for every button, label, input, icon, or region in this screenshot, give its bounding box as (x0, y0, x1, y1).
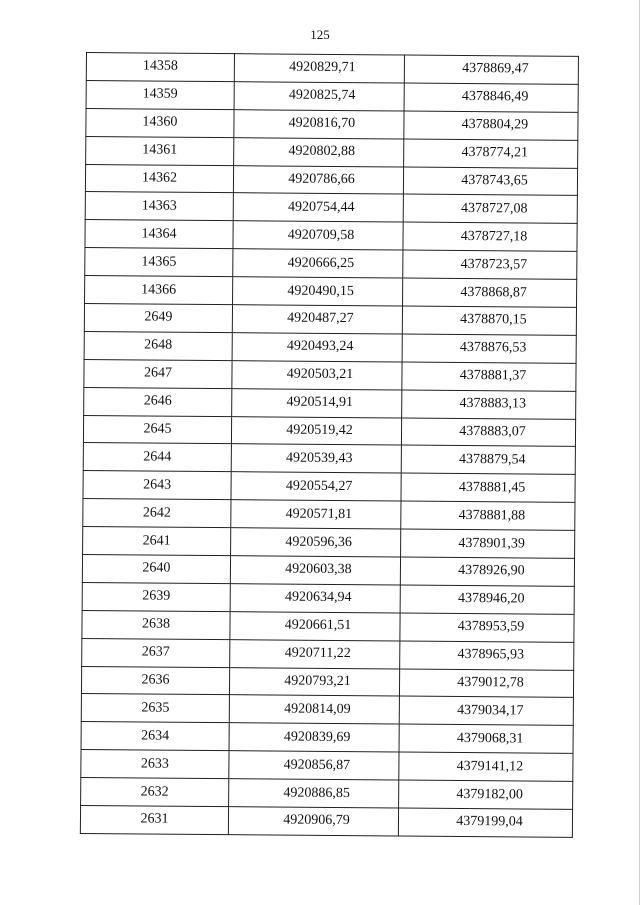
point-number-cell: 14361 (86, 136, 234, 165)
table-row (84, 359, 576, 391)
table-row (82, 610, 574, 642)
point-number-cell: 14366 (85, 276, 233, 305)
x-coordinate-cell: 4920596,36 (231, 528, 401, 557)
y-coordinate-cell: 4378723,57 (403, 250, 577, 279)
table-row (81, 722, 573, 754)
x-coordinate-cell: 4920829,71 (234, 54, 404, 83)
x-coordinate-cell: 4920519,42 (231, 416, 401, 445)
point-number-cell: 2644 (83, 443, 231, 472)
point-number-cell: 2649 (84, 304, 232, 333)
x-coordinate-cell: 4920816,70 (234, 109, 404, 138)
point-number-cell: 2643 (83, 471, 231, 500)
y-coordinate-cell: 4378881,88 (401, 501, 575, 530)
table-row (85, 164, 577, 196)
y-coordinate-cell: 4378868,87 (403, 278, 577, 307)
y-coordinate-cell: 4378883,13 (402, 390, 576, 419)
y-coordinate-cell: 4378883,07 (401, 418, 575, 447)
x-coordinate-cell: 4920661,51 (230, 611, 400, 640)
table-row (86, 53, 578, 85)
point-number-cell: 2632 (81, 778, 229, 807)
table-row (82, 555, 574, 587)
x-coordinate-cell: 4920487,27 (232, 305, 402, 334)
y-coordinate-cell: 4379141,12 (399, 752, 573, 781)
point-number-cell: 2647 (84, 359, 232, 388)
page-number: 125 (310, 27, 330, 42)
y-coordinate-cell: 4378727,18 (403, 222, 577, 251)
y-coordinate-cell: 4378869,47 (404, 55, 578, 84)
y-coordinate-cell: 4378881,45 (401, 473, 575, 502)
table-row (81, 694, 573, 726)
table-row (81, 750, 573, 782)
table-row (83, 471, 575, 503)
point-number-cell: 2637 (82, 638, 230, 667)
point-number-cell: 2641 (83, 527, 231, 556)
table-row (86, 80, 578, 112)
point-number-cell: 14362 (85, 164, 233, 193)
x-coordinate-cell: 4920839,69 (229, 723, 399, 752)
point-number-cell: 14359 (86, 80, 234, 109)
x-coordinate-cell: 4920886,85 (229, 779, 399, 808)
y-coordinate-cell: 4379068,31 (399, 724, 573, 753)
point-number-cell: 14358 (86, 53, 234, 82)
table-row (86, 136, 578, 168)
y-coordinate-cell: 4378953,59 (400, 613, 574, 642)
y-coordinate-cell: 4378743,65 (403, 167, 577, 196)
table-row (82, 638, 574, 670)
x-coordinate-cell: 4920539,43 (231, 444, 401, 473)
y-coordinate-cell: 4379012,78 (399, 669, 573, 698)
y-coordinate-cell: 4379199,04 (398, 808, 572, 837)
table-row (85, 248, 577, 280)
table-row (84, 387, 576, 419)
table-row (83, 443, 575, 475)
point-number-cell: 2645 (83, 415, 231, 444)
point-number-cell: 2631 (80, 806, 228, 835)
point-number-cell: 14365 (85, 248, 233, 277)
point-number-cell: 2634 (81, 722, 229, 751)
x-coordinate-cell: 4920554,27 (231, 472, 401, 501)
x-coordinate-cell: 4920856,87 (229, 751, 399, 780)
point-number-cell: 2646 (84, 387, 232, 416)
coordinates-table (80, 52, 579, 838)
x-coordinate-cell: 4920514,91 (232, 388, 402, 417)
x-coordinate-cell: 4920793,21 (229, 667, 399, 696)
x-coordinate-cell: 4920709,58 (233, 221, 403, 250)
y-coordinate-cell: 4378926,90 (400, 557, 574, 586)
point-number-cell: 14363 (85, 192, 233, 221)
point-number-cell: 2639 (82, 582, 230, 611)
point-number-cell: 2642 (83, 499, 231, 528)
point-number-cell: 2638 (82, 610, 230, 639)
point-number-cell: 2648 (84, 331, 232, 360)
x-coordinate-cell: 4920711,22 (230, 639, 400, 668)
point-number-cell: 14364 (85, 220, 233, 249)
table-row (84, 304, 576, 336)
y-coordinate-cell: 4378946,20 (400, 585, 574, 614)
x-coordinate-cell: 4920603,38 (230, 556, 400, 585)
x-coordinate-cell: 4920906,79 (228, 807, 398, 836)
y-coordinate-cell: 4378879,54 (401, 445, 575, 474)
y-coordinate-cell: 4378876,53 (402, 334, 576, 363)
y-coordinate-cell: 4378965,93 (400, 641, 574, 670)
y-coordinate-cell: 4378881,37 (402, 362, 576, 391)
table-row (80, 806, 572, 838)
point-number-cell: 2640 (82, 555, 230, 584)
x-coordinate-cell: 4920814,09 (229, 695, 399, 724)
y-coordinate-cell: 4378901,39 (401, 529, 575, 558)
point-number-cell: 2633 (81, 750, 229, 779)
y-coordinate-cell: 4378804,29 (404, 111, 578, 140)
x-coordinate-cell: 4920786,66 (233, 165, 403, 194)
table-row (82, 582, 574, 614)
table-row (83, 415, 575, 447)
table-row (85, 220, 577, 252)
y-coordinate-cell: 4378774,21 (404, 139, 578, 168)
x-coordinate-cell: 4920666,25 (233, 249, 403, 278)
x-coordinate-cell: 4920493,24 (232, 333, 402, 362)
y-coordinate-cell: 4378846,49 (404, 83, 578, 112)
y-coordinate-cell: 4378727,08 (403, 194, 577, 223)
x-coordinate-cell: 4920634,94 (230, 584, 400, 613)
y-coordinate-cell: 4379034,17 (399, 696, 573, 725)
y-coordinate-cell: 4379182,00 (399, 780, 573, 809)
table-row (83, 499, 575, 531)
table-row (85, 192, 577, 224)
point-number-cell: 2635 (81, 694, 229, 723)
table-row (81, 778, 573, 810)
x-coordinate-cell: 4920571,81 (231, 500, 401, 529)
y-coordinate-cell: 4378870,15 (402, 306, 576, 335)
x-coordinate-cell: 4920754,44 (233, 193, 403, 222)
x-coordinate-cell: 4920490,15 (233, 277, 403, 306)
x-coordinate-cell: 4920503,21 (232, 360, 402, 389)
table-row (83, 527, 575, 559)
table-row (86, 108, 578, 140)
table-row (85, 276, 577, 308)
coordinates-table-body (80, 53, 578, 838)
x-coordinate-cell: 4920802,88 (234, 137, 404, 166)
point-number-cell: 14360 (86, 108, 234, 137)
table-row (84, 331, 576, 363)
point-number-cell: 2636 (81, 666, 229, 695)
table-row (81, 666, 573, 698)
x-coordinate-cell: 4920825,74 (234, 82, 404, 111)
